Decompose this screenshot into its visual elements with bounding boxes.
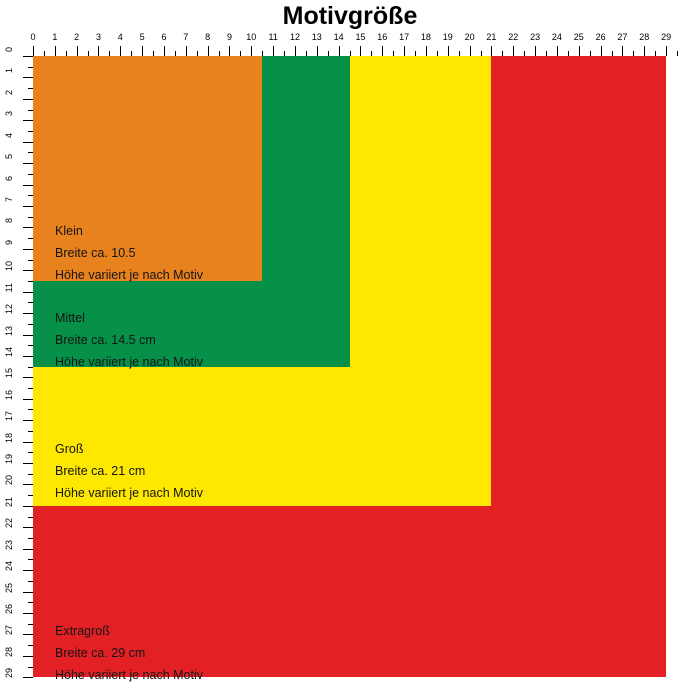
y-tick-major	[23, 99, 33, 100]
x-tick-label: 12	[289, 32, 300, 42]
y-tick-major	[23, 484, 33, 485]
x-tick-label: 7	[183, 32, 189, 42]
x-tick-major	[229, 46, 230, 56]
y-tick-label: 11	[4, 282, 14, 292]
label-gross-hinweis: Höhe variiert je nach Motiv	[55, 486, 203, 500]
x-tick-minor	[677, 51, 678, 56]
y-tick-label: 20	[4, 475, 14, 486]
x-tick-major	[360, 46, 361, 56]
y-tick-label: 7	[4, 196, 14, 202]
x-tick-label: 21	[486, 32, 497, 42]
y-tick-major	[23, 249, 33, 250]
y-tick-label: 28	[4, 646, 14, 657]
y-tick-label: 13	[4, 325, 14, 336]
plot-area	[33, 56, 677, 688]
y-tick-label: 9	[4, 239, 14, 245]
y-tick-major	[23, 206, 33, 207]
y-tick-major	[23, 613, 33, 614]
y-tick-label: 29	[4, 668, 14, 679]
y-tick-major	[23, 592, 33, 593]
x-tick-label: 0	[30, 32, 36, 42]
y-tick-major	[23, 377, 33, 378]
y-tick-label: 8	[4, 218, 14, 224]
x-tick-label: 10	[246, 32, 257, 42]
y-tick-major	[23, 292, 33, 293]
y-tick-major	[23, 527, 33, 528]
x-tick-label: 3	[95, 32, 101, 42]
y-tick-label: 16	[4, 389, 14, 400]
y-tick-major	[23, 335, 33, 336]
y-tick-major	[23, 677, 33, 678]
x-tick-major	[622, 46, 623, 56]
x-tick-major	[120, 46, 121, 56]
x-tick-major	[273, 46, 274, 56]
y-tick-major	[23, 227, 33, 228]
vertical-ruler	[4, 47, 33, 688]
x-tick-label: 19	[442, 32, 453, 42]
label-mittel-breite: Breite ca. 14.5 cm	[55, 333, 156, 347]
x-tick-major	[251, 46, 252, 56]
label-klein-breite: Breite ca. 10.5	[55, 246, 136, 260]
y-tick-major	[23, 77, 33, 78]
y-tick-label: 6	[4, 175, 14, 181]
x-tick-major	[426, 46, 427, 56]
x-tick-label: 11	[268, 32, 278, 42]
x-tick-label: 18	[420, 32, 431, 42]
y-tick-label: 2	[4, 89, 14, 95]
x-tick-major	[513, 46, 514, 56]
x-tick-major	[295, 46, 296, 56]
y-tick-label: 22	[4, 518, 14, 529]
x-tick-label: 16	[377, 32, 388, 42]
y-tick-label: 0	[4, 47, 14, 53]
label-mittel-hinweis: Höhe variiert je nach Motiv	[55, 355, 203, 369]
y-tick-label: 18	[4, 432, 14, 443]
y-tick-major	[23, 570, 33, 571]
label-extragross-hinweis: Höhe variiert je nach Motiv	[55, 668, 203, 682]
x-tick-label: 20	[464, 32, 475, 42]
x-tick-label: 14	[333, 32, 344, 42]
x-tick-label: 1	[52, 32, 58, 42]
y-tick-major	[23, 142, 33, 143]
x-tick-major	[382, 46, 383, 56]
y-tick-label: 17	[4, 411, 14, 422]
y-tick-label: 19	[4, 454, 14, 465]
y-tick-major	[23, 634, 33, 635]
label-gross-name: Groß	[55, 442, 84, 456]
y-tick-major	[23, 549, 33, 550]
y-tick-major	[23, 356, 33, 357]
y-tick-label: 1	[4, 68, 14, 74]
x-tick-major	[491, 46, 492, 56]
y-tick-major	[23, 56, 33, 57]
x-tick-major	[164, 46, 165, 56]
y-tick-major	[23, 442, 33, 443]
label-klein-hinweis: Höhe variiert je nach Motiv	[55, 268, 203, 282]
x-tick-major	[317, 46, 318, 56]
x-tick-major	[55, 46, 56, 56]
x-tick-label: 24	[551, 32, 562, 42]
x-tick-major	[601, 46, 602, 56]
x-tick-label: 23	[530, 32, 541, 42]
y-tick-label: 4	[4, 132, 14, 138]
x-tick-major	[470, 46, 471, 56]
y-tick-major	[23, 399, 33, 400]
x-tick-major	[579, 46, 580, 56]
x-tick-major	[77, 46, 78, 56]
y-tick-major	[23, 163, 33, 164]
y-tick-label: 21	[4, 496, 14, 507]
y-tick-major	[23, 506, 33, 507]
y-tick-major	[23, 185, 33, 186]
x-tick-label: 15	[355, 32, 366, 42]
horizontal-ruler	[30, 32, 677, 56]
y-tick-major	[23, 270, 33, 271]
x-tick-major	[208, 46, 209, 56]
x-tick-label: 27	[617, 32, 628, 42]
x-tick-label: 29	[661, 32, 672, 42]
x-tick-label: 22	[508, 32, 519, 42]
y-tick-label: 26	[4, 604, 14, 615]
x-tick-label: 13	[311, 32, 322, 42]
label-mittel-name: Mittel	[55, 311, 85, 325]
y-tick-label: 23	[4, 539, 14, 550]
x-tick-major	[404, 46, 405, 56]
x-tick-major	[339, 46, 340, 56]
y-tick-label: 15	[4, 368, 14, 379]
x-tick-major	[666, 46, 667, 56]
x-tick-label: 28	[639, 32, 650, 42]
y-tick-label: 14	[4, 346, 14, 357]
x-tick-label: 17	[399, 32, 410, 42]
label-klein-name: Klein	[55, 224, 83, 238]
y-tick-major	[23, 420, 33, 421]
y-tick-label: 24	[4, 561, 14, 572]
y-tick-major	[23, 120, 33, 121]
x-tick-major	[186, 46, 187, 56]
x-tick-label: 26	[595, 32, 606, 42]
y-tick-label: 25	[4, 582, 14, 593]
x-tick-label: 4	[117, 32, 123, 42]
x-tick-major	[98, 46, 99, 56]
x-tick-major	[142, 46, 143, 56]
x-tick-label: 9	[226, 32, 232, 42]
x-tick-major	[448, 46, 449, 56]
y-tick-label: 12	[4, 304, 14, 315]
x-tick-label: 2	[74, 32, 80, 42]
y-tick-major	[23, 656, 33, 657]
x-tick-label: 6	[161, 32, 167, 42]
x-tick-label: 25	[573, 32, 584, 42]
label-gross-breite: Breite ca. 21 cm	[55, 464, 146, 478]
label-extragross-name: Extragroß	[55, 624, 110, 638]
x-tick-major	[33, 46, 34, 56]
x-tick-major	[557, 46, 558, 56]
y-tick-label: 27	[4, 625, 14, 636]
y-tick-major	[23, 313, 33, 314]
y-tick-major	[23, 463, 33, 464]
y-tick-label: 10	[4, 261, 14, 272]
x-tick-major	[535, 46, 536, 56]
y-tick-label: 3	[4, 111, 14, 117]
y-tick-label: 5	[4, 154, 14, 160]
x-tick-label: 5	[139, 32, 145, 42]
x-tick-major	[644, 46, 645, 56]
page-title: Motivgröße	[282, 2, 418, 30]
x-tick-label: 8	[205, 32, 211, 42]
label-extragross-breite: Breite ca. 29 cm	[55, 646, 146, 660]
